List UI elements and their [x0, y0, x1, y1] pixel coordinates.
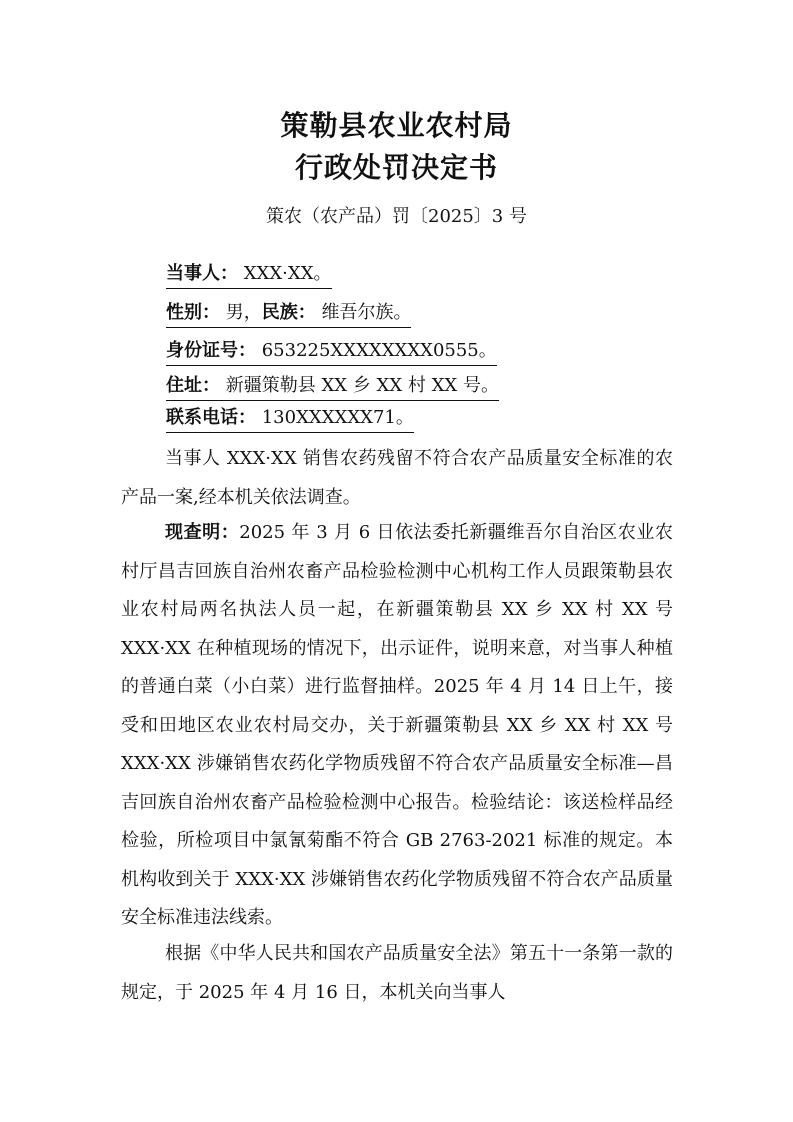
legal-basis-paragraph: 根据《中华人民共和国农产品质量安全法》第五十一条第一款的规定，于 2025 年 4 月 16 日，本机关向当事人 [121, 943, 673, 1003]
document-number: 策农（农产品）罚〔2025〕3 号 [266, 206, 527, 227]
party-ethnicity-label: 民族： [261, 302, 316, 323]
party-name-value: XXX·XX。 [238, 263, 332, 284]
party-gender-label: 性别： [166, 302, 220, 323]
party-id-label: 身份证号： [166, 340, 256, 361]
findings-text: 2025 年 3 月 6 日依法委托新疆维吾尔自治区农业农村厅昌吉回族自治州农畜产品检验检测中心机构工作人员跟策勒县农业农村局两名执法人员一起，在新疆策勒县 XX 乡 XX 村 XX 号 XXX·XX 在种植现场的情况下，出示证件，说明来意，对当事人种植的普通白菜（小白菜）进行监督抽样。2025 年 4 月 14 日上午，接受和田地区农业农村局交办，关于新疆策勒县 XX 乡 XX 村 XX 号 XXX·XX 涉嫌销售农药化学物质残留不符合农产品质量安全标准—昌吉回族自治州农畜产品检验检测中心报告。检验结论：该送检样品经检验，所检项目中氯氰菊酯不符合 GB 2763-2021 标准的规定。本机构收到关于 XXX·XX 涉嫌销售农药化学物质残留不符合农产品质量安全标准违法线索。 [121, 522, 673, 928]
party-address-value: 新疆策勒县 XX 乡 XX 村 XX 号。 [220, 375, 499, 396]
party-gender-line [166, 301, 411, 328]
party-name-line [166, 262, 332, 289]
document-title: 行政处罚决定书 [294, 151, 498, 184]
case-intro-paragraph: 当事人 XXX·XX 销售农药残留不符合农产品质量安全标准的农产品一案,经本机关依法调查。 [121, 448, 673, 508]
party-phone-value: 130XXXXXX71。 [256, 407, 414, 428]
issuer-title: 策勒县农业农村局 [280, 109, 513, 142]
party-address-label: 住址： [166, 375, 220, 396]
party-phone-line [166, 406, 414, 433]
party-address-line [166, 374, 499, 401]
findings-label: 现查明： [165, 522, 240, 543]
party-gender-value: 男， [220, 302, 262, 323]
party-ethnicity-value: 维吾尔族。 [315, 302, 412, 323]
findings-paragraph [121, 514, 673, 938]
party-phone-label: 联系电话： [166, 407, 256, 428]
party-name-label: 当事人： [166, 263, 238, 284]
party-id-value: 653225XXXXXXXX0555。 [256, 340, 497, 361]
party-id-line [166, 339, 497, 366]
